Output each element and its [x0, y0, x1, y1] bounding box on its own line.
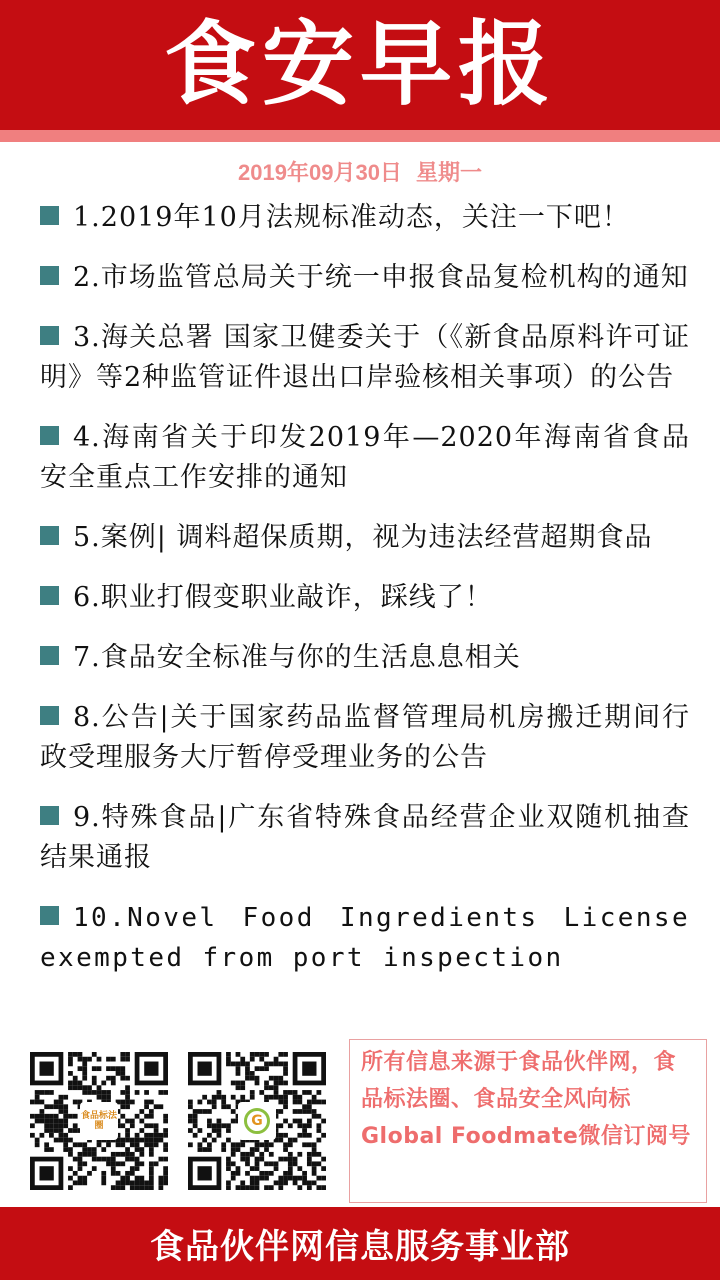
news-text: 1.2019年10月法规标准动态，关注一下吧！ [73, 202, 630, 233]
news-item[interactable] [40, 318, 690, 398]
page-title: 食安早报 [163, 11, 556, 118]
square-bullet-icon [40, 266, 59, 285]
qr-code-biaofaquan[interactable] [30, 1052, 168, 1190]
news-text: 8.公告|关于国家药品监督管理局机房搬迁期间行政受理服务大厅暂停受理业务的公告 [40, 702, 690, 773]
news-text: 7.食品安全标准与你的生活息息相关 [73, 642, 521, 673]
news-item[interactable] [40, 798, 690, 878]
square-bullet-icon [40, 586, 59, 605]
square-bullet-icon [40, 206, 59, 225]
square-bullet-icon [40, 806, 59, 825]
square-bullet-icon [40, 426, 59, 445]
news-text: 6.职业打假变职业敲诈，踩线了！ [73, 582, 493, 613]
news-item[interactable] [40, 418, 690, 498]
weekday-text: 星期一 [415, 160, 482, 185]
source-note: 所有信息来源于食品伙伴网，食品标法圈、食品安全风向标Global Foodmate微信订阅号 [361, 1050, 691, 1149]
news-item[interactable] [40, 518, 690, 558]
square-bullet-icon [40, 326, 59, 345]
date-text: 2019年09月30日 [238, 160, 402, 185]
news-text: 9.特殊食品|广东省特殊食品经营企业双随机抽查结果通报 [40, 802, 690, 873]
date-line [0, 156, 720, 187]
square-bullet-icon [40, 646, 59, 665]
news-item[interactable] [40, 638, 690, 678]
footer-text: 食品伙伴网信息服务事业部 [150, 1227, 570, 1267]
news-item[interactable] [40, 258, 690, 298]
news-item[interactable] [40, 698, 690, 778]
news-text: 5.案例| 调料超保质期，视为违法经营超期食品 [73, 522, 653, 553]
footer-banner [0, 1207, 720, 1280]
biaofaquan-logo-icon [80, 1102, 118, 1140]
foodmate-g-mark: G [244, 1108, 270, 1134]
news-item[interactable] [40, 898, 690, 978]
header-stripe [0, 130, 720, 142]
qr-logo-text: 食品标法圈 [80, 1111, 117, 1131]
news-item[interactable] [40, 578, 690, 618]
news-text: 2.市场监管总局关于统一申报食品复检机构的通知 [73, 262, 689, 293]
foodmate-logo-icon [238, 1102, 276, 1140]
qr-code-foodmate[interactable] [188, 1052, 326, 1190]
news-list [40, 198, 690, 998]
news-text: 4.海南省关于印发2019年—2020年海南省食品 安全重点工作安排的通知 [40, 422, 690, 493]
header-banner [0, 0, 720, 130]
square-bullet-icon [40, 706, 59, 725]
news-text: 10.Novel Food Ingredients License exempted from port inspection [40, 903, 690, 973]
source-note-box [349, 1039, 707, 1203]
news-text: 3.海关总署 国家卫健委关于（《新食品原料许可证明》等2种监管证件退出口岸验核相关事项）的公告 [40, 322, 690, 393]
square-bullet-icon [40, 906, 59, 925]
square-bullet-icon [40, 526, 59, 545]
news-item[interactable] [40, 198, 690, 238]
